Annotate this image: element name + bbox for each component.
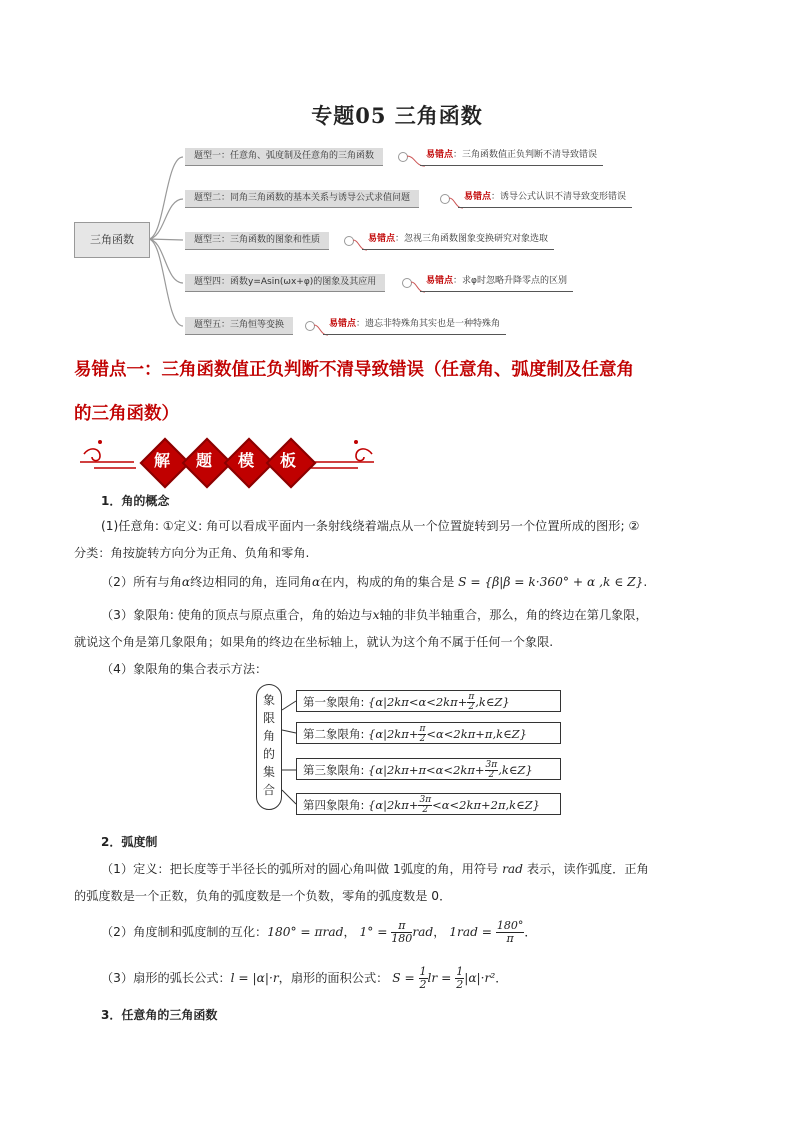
mindmap-leaf-4: 易错点：求φ时忽略升降零点的区别 bbox=[420, 274, 573, 292]
quadrant-2-box: 第二象限角: {α|2kπ+ $\frac{\pi}{2}$ <α<2kπ+π,k∈Z} bbox=[296, 722, 561, 744]
paragraph: （4）象限角的集合表示方法： bbox=[101, 662, 268, 676]
paragraph: 的弧度数是一个正数，负角的弧度数是一个负数，零角的弧度数是 0． bbox=[74, 889, 452, 903]
mindmap-leaf-3: 易错点：忽视三角函数图象变换研究对象选取 bbox=[362, 232, 554, 250]
mindmap-branch-5: 题型五：三角恒等变换 bbox=[185, 317, 293, 335]
quadrant-3-box: 第三象限角: {α|2kπ+π<α<2kπ+ $\frac{3\pi}{2}$ ,k∈Z} bbox=[296, 758, 561, 780]
quadrant-4-box: 第四象限角: {α|2kπ+ $\frac{3\pi}{2}$ <α<2kπ+2π,k∈Z} bbox=[296, 793, 561, 815]
page-title: 专题05 三角函数 bbox=[311, 103, 483, 128]
mindmap-root: 三角函数 bbox=[74, 222, 150, 258]
section-heading bbox=[74, 348, 734, 436]
mindmap-branch-4: 题型四：函数y=Asin(ωx+φ)的图象及其应用 bbox=[185, 274, 385, 292]
paragraph: (1)任意角: ①定义: 角可以看成平面内一条射线绕着端点从一个位置旋转到另一个位置所成的图形; ② bbox=[101, 519, 640, 533]
section-3-title: 3．任意角的三角函数 bbox=[101, 1008, 218, 1022]
conversion-formulas: （2）角度制和弧度制的互化：180° = πrad， 1° = $\frac{\pi}{180}$ rad， 1rad = $\frac{180^\circ}{\pi}$ ． bbox=[101, 919, 537, 945]
paragraph: （1）定义：把长度等于半径长的弧所对的圆心角叫做 1弧度的角，用符号 rad 表示，读作弧度．正角 bbox=[101, 862, 649, 876]
mindmap-branch-3: 题型三：三角函数的图象和性质 bbox=[185, 232, 329, 250]
paragraph: 分类：角按旋转方向分为正角、负角和零角. bbox=[74, 546, 310, 560]
mindmap-leaf-5: 易错点：遗忘非特殊角其实也是一种特殊角 bbox=[323, 317, 506, 335]
quadrant-1-box: 第一象限角: {α|2kπ<α<2kπ+ $\frac{\pi}{2}$ ,k∈Z} bbox=[296, 690, 561, 712]
mindmap-branch-1: 题型一：任意角、弧度制及任意角的三角函数 bbox=[185, 148, 383, 166]
paragraph: 就说这个角是第几象限角；如果角的终边在坐标轴上，就认为这个角不属于任何一个象限. bbox=[74, 635, 554, 649]
mindmap-leaf-1: 易错点：三角函数值正负判断不清导致错误 bbox=[420, 148, 603, 166]
heading-line-2: 的三角函数） bbox=[74, 404, 179, 424]
mindmap-leaf-2: 易错点：诱导公式认识不清导致变形错误 bbox=[458, 190, 632, 208]
section-2-title: 2．弧度制 bbox=[101, 835, 158, 849]
set-formula: S = {β|β = k·360° + α ,k ∈ Z} bbox=[458, 575, 644, 589]
quadrant-label-oval: 象 限 角 的 集 合 bbox=[256, 684, 282, 810]
mindmap-connectors bbox=[0, 0, 794, 340]
banner-title: 解 题 模 板 bbox=[143, 442, 311, 480]
section-1-title: 1．角的概念 bbox=[101, 494, 170, 508]
mindmap-branch-2: 题型二：同角三角函数的基本关系与诱导公式求值问题 bbox=[185, 190, 419, 208]
heading-line-1: 易错点一：三角函数值正负判断不清导致错误（任意角、弧度制及任意角 bbox=[74, 360, 634, 380]
paragraph-set-definition: （2）所有与角α终边相同的角，连同角α在内，构成的角的集合是 S = {β|β = k·360° + α ,k ∈ Z}. bbox=[101, 575, 648, 589]
paragraph: （3）象限角: 使角的顶点与原点重合，角的始边与x轴的非负半轴重合，那么，角的终边在第几象限， bbox=[101, 608, 648, 622]
sector-formulas: （3）扇形的弧长公式：l = |α|·r，扇形的面积公式： S = $\frac{1}{2}$ lr = $\frac{1}{2}$ |α|·r²． bbox=[101, 965, 508, 991]
